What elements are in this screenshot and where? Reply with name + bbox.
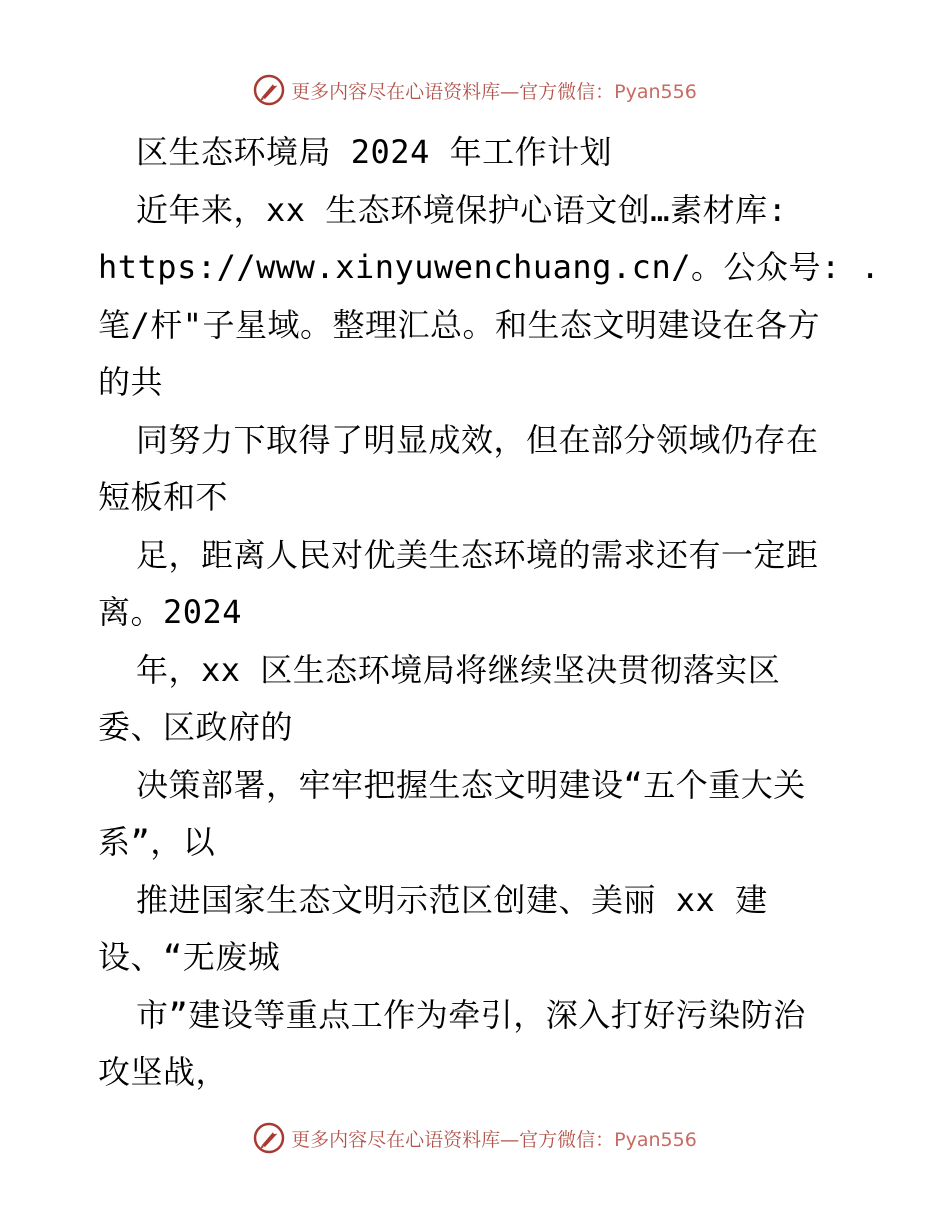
document-line: 年，xx 区生态环境局将继续坚决贯彻落实区 — [136, 650, 781, 689]
document-line: 设、“无废城 — [98, 938, 281, 976]
footer-banner-text — [291, 1125, 697, 1152]
header-banner — [0, 70, 950, 110]
footer-banner — [0, 1118, 950, 1158]
document-line: 近年来，xx 生态环境保护心语文创…素材库: — [136, 190, 788, 229]
footer-banner-wechat-id: Pyan556 — [614, 1128, 697, 1151]
document-title: 区生态环境局 2024 年工作计划 — [136, 133, 613, 171]
document-line: 决策部署，牢牢把握生态文明建设“五个重大关 — [136, 765, 806, 804]
document-line: 离。2024 — [98, 593, 243, 631]
header-banner-wechat-id: Pyan556 — [614, 80, 697, 103]
document-line: 系”，以 — [98, 823, 216, 861]
document-line: 同努力下取得了明显成效，但在部分领域仍存在 — [136, 420, 819, 459]
document-line: https://www.xinyuwenchuang.cn/。公众号: . — [98, 248, 881, 286]
header-banner-text — [291, 77, 697, 104]
document-body — [98, 124, 898, 1102]
document-line: 攻坚战， — [98, 1053, 229, 1091]
document-line: 推进国家生态文明示范区创建、美丽 xx 建 — [136, 880, 768, 919]
document-line: 足，距离人民对优美生态环境的需求还有一定距 — [136, 535, 819, 574]
document-line: 的共 — [98, 363, 164, 401]
document-line: 市”建设等重点工作为牵引，深入打好污染防治 — [136, 995, 806, 1034]
document-line: 笔/杆"子星域。整理汇总。和生态文明建设在各方 — [98, 305, 821, 344]
quill-pen-logo-icon — [253, 74, 285, 106]
header-banner-slogan: 更多内容尽在心语资料库—官方微信： — [291, 80, 615, 103]
quill-pen-logo-icon — [253, 1122, 285, 1154]
document-line: 委、区政府的 — [98, 708, 294, 746]
document-line: 短板和不 — [98, 478, 229, 516]
footer-banner-slogan: 更多内容尽在心语资料库—官方微信： — [291, 1128, 615, 1151]
